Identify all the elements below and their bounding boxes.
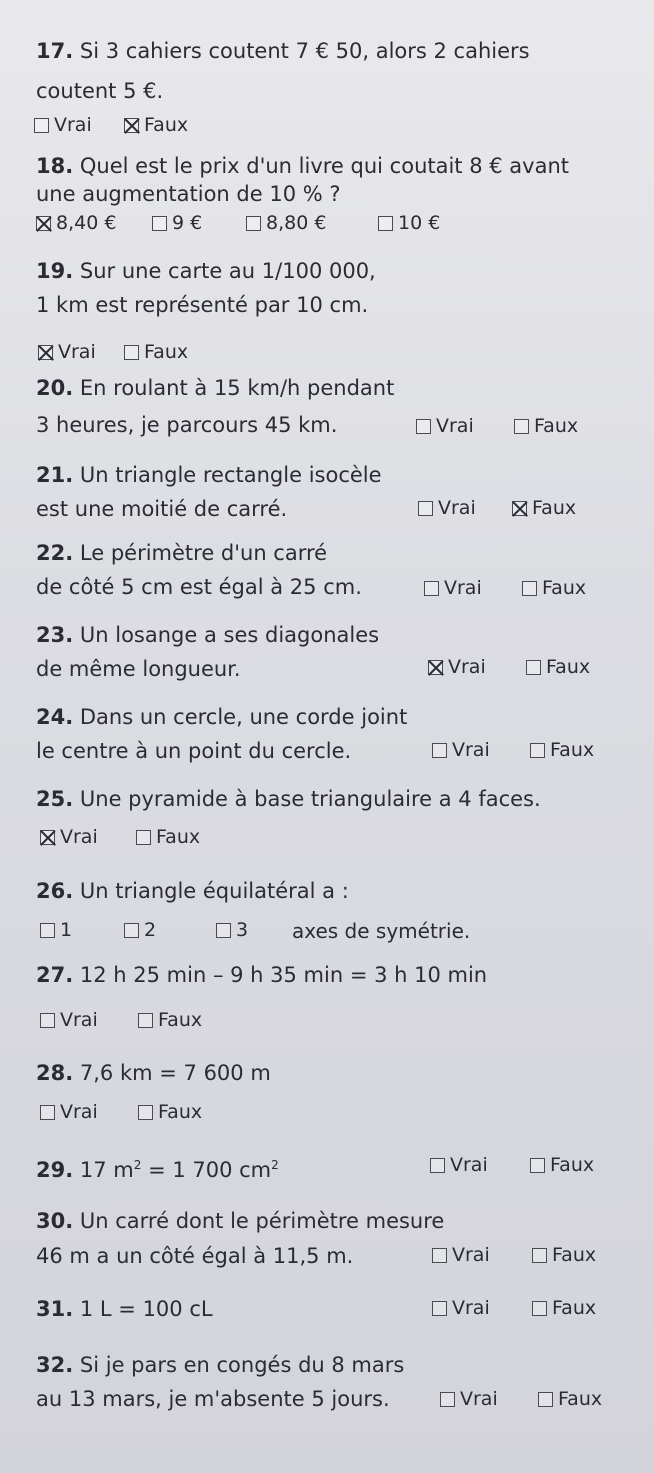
q32-option-faux[interactable]: Faux <box>538 1387 602 1411</box>
question-17-line-2: coutent 5 €. <box>36 79 164 103</box>
question-28-line-1: 28. 7,6 km = 7 600 m <box>36 1061 271 1085</box>
q26-option-2[interactable]: 2 <box>124 918 156 942</box>
q29-option-faux[interactable]: Faux <box>530 1153 594 1177</box>
q26-tail: axes de symétrie. <box>292 919 471 943</box>
q31-option-vrai[interactable]: Vrai <box>432 1296 490 1320</box>
question-24-line-2: le centre à un point du cercle. <box>36 739 352 763</box>
checkbox-checked[interactable] <box>124 118 139 133</box>
q19-option-faux[interactable]: Faux <box>124 340 188 364</box>
q18-option-3[interactable]: 8,80 € <box>246 211 326 235</box>
q21-option-vrai[interactable]: Vrai <box>418 496 476 520</box>
checkbox[interactable] <box>40 1013 55 1028</box>
q26-option-1[interactable]: 1 <box>40 918 72 942</box>
checkbox[interactable] <box>138 1013 153 1028</box>
q18-option-2[interactable]: 9 € <box>152 211 202 235</box>
checkbox[interactable] <box>432 1301 447 1316</box>
checkbox-checked[interactable] <box>40 830 55 845</box>
checkbox[interactable] <box>124 345 139 360</box>
checkbox[interactable] <box>418 501 433 516</box>
question-29-line-1: 29. 17 $m^2 = 1$ 700 $cm^2$ <box>36 1158 279 1182</box>
checkbox[interactable] <box>532 1248 547 1263</box>
checkbox-checked[interactable] <box>428 660 443 675</box>
question-27-line-1: 27. 12 h 25 min – 9 h 35 min = 3 h 10 min <box>36 963 488 987</box>
q20-option-vrai[interactable]: Vrai <box>416 414 474 438</box>
question-22-line-2: de côté 5 cm est égal à 25 cm. <box>36 575 362 599</box>
checkbox[interactable] <box>216 923 231 938</box>
q20-option-faux[interactable]: Faux <box>514 414 578 438</box>
checkbox-checked[interactable] <box>38 345 53 360</box>
checkbox[interactable] <box>152 216 167 231</box>
q22-option-vrai[interactable]: Vrai <box>424 576 482 600</box>
checkbox[interactable] <box>424 581 439 596</box>
checkbox[interactable] <box>34 118 49 133</box>
q32-option-vrai[interactable]: Vrai <box>440 1387 498 1411</box>
question-21-line-2: est une moitié de carré. <box>36 497 288 521</box>
q25-option-vrai[interactable]: Vrai <box>40 825 98 849</box>
q25-option-faux[interactable]: Faux <box>136 825 200 849</box>
checkbox[interactable] <box>246 216 261 231</box>
q24-option-faux[interactable]: Faux <box>530 738 594 762</box>
q30-option-vrai[interactable]: Vrai <box>432 1243 490 1267</box>
checkbox[interactable] <box>522 581 537 596</box>
checkbox[interactable] <box>532 1301 547 1316</box>
q24-option-vrai[interactable]: Vrai <box>432 738 490 762</box>
checkbox-checked[interactable] <box>512 501 527 516</box>
question-17-line-1: 17. Si 3 cahiers coutent 7 € 50, alors 2 cahiers <box>36 39 530 63</box>
q27-option-vrai[interactable]: Vrai <box>40 1008 98 1032</box>
checkbox[interactable] <box>538 1392 553 1407</box>
checkbox[interactable] <box>416 419 431 434</box>
checkbox-checked[interactable] <box>36 216 51 231</box>
checkbox[interactable] <box>40 1105 55 1120</box>
q17-option-faux[interactable]: Faux <box>124 113 188 137</box>
question-19-line-2: 1 km est représenté par 10 cm. <box>36 293 369 317</box>
question-31-line-1: 31. 1 L = 100 cL <box>36 1297 213 1321</box>
checkbox[interactable] <box>514 419 529 434</box>
q21-option-faux[interactable]: Faux <box>512 496 576 520</box>
question-20-line-2: 3 heures, je parcours 45 km. <box>36 413 338 437</box>
checkbox[interactable] <box>40 923 55 938</box>
checkbox[interactable] <box>432 1248 447 1263</box>
question-32-line-1: 32. Si je pars en congés du 8 mars <box>36 1353 405 1377</box>
q26-option-3[interactable]: 3 <box>216 918 248 942</box>
checkbox[interactable] <box>530 1158 545 1173</box>
q22-option-faux[interactable]: Faux <box>522 576 586 600</box>
q23-option-faux[interactable]: Faux <box>526 655 590 679</box>
question-26-line-1: 26. Un triangle équilatéral a : <box>36 879 349 903</box>
q23-option-vrai[interactable]: Vrai <box>428 655 486 679</box>
question-23-line-1: 23. Un losange a ses diagonales <box>36 623 380 647</box>
question-25-line-1: 25. Une pyramide à base triangulaire a 4 faces. <box>36 787 541 811</box>
checkbox[interactable] <box>138 1105 153 1120</box>
question-30-line-1: 30. Un carré dont le périmètre mesure <box>36 1209 445 1233</box>
checkbox[interactable] <box>526 660 541 675</box>
checkbox[interactable] <box>530 743 545 758</box>
question-21-line-1: 21. Un triangle rectangle isocèle <box>36 463 382 487</box>
q28-option-vrai[interactable]: Vrai <box>40 1100 98 1124</box>
checkbox[interactable] <box>432 743 447 758</box>
checkbox[interactable] <box>430 1158 445 1173</box>
q18-option-4[interactable]: 10 € <box>378 211 440 235</box>
q18-option-1[interactable]: 8,40 € <box>36 211 116 235</box>
checkbox[interactable] <box>124 923 139 938</box>
q29-option-vrai[interactable]: Vrai <box>430 1153 488 1177</box>
checkbox[interactable] <box>136 830 151 845</box>
q28-option-faux[interactable]: Faux <box>138 1100 202 1124</box>
question-19-line-1: 19. Sur une carte au 1/100 000, <box>36 259 376 283</box>
q27-option-faux[interactable]: Faux <box>138 1008 202 1032</box>
q17-option-vrai[interactable]: Vrai <box>34 113 92 137</box>
question-24-line-1: 24. Dans un cercle, une corde joint <box>36 705 408 729</box>
checkbox[interactable] <box>440 1392 455 1407</box>
question-18-line-2: une augmentation de 10 % ? <box>36 182 341 206</box>
question-32-line-2: au 13 mars, je m'absente 5 jours. <box>36 1387 390 1411</box>
question-23-line-2: de même longueur. <box>36 657 241 681</box>
question-18-line-1: 18. Quel est le prix d'un livre qui coutait 8 € avant <box>36 154 570 178</box>
question-20-line-1: 20. En roulant à 15 km/h pendant <box>36 376 395 400</box>
q31-option-faux[interactable]: Faux <box>532 1296 596 1320</box>
question-22-line-1: 22. Le périmètre d'un carré <box>36 541 328 565</box>
question-30-line-2: 46 m a un côté égal à 11,5 m. <box>36 1244 354 1268</box>
q30-option-faux[interactable]: Faux <box>532 1243 596 1267</box>
checkbox[interactable] <box>378 216 393 231</box>
q19-option-vrai[interactable]: Vrai <box>38 340 96 364</box>
